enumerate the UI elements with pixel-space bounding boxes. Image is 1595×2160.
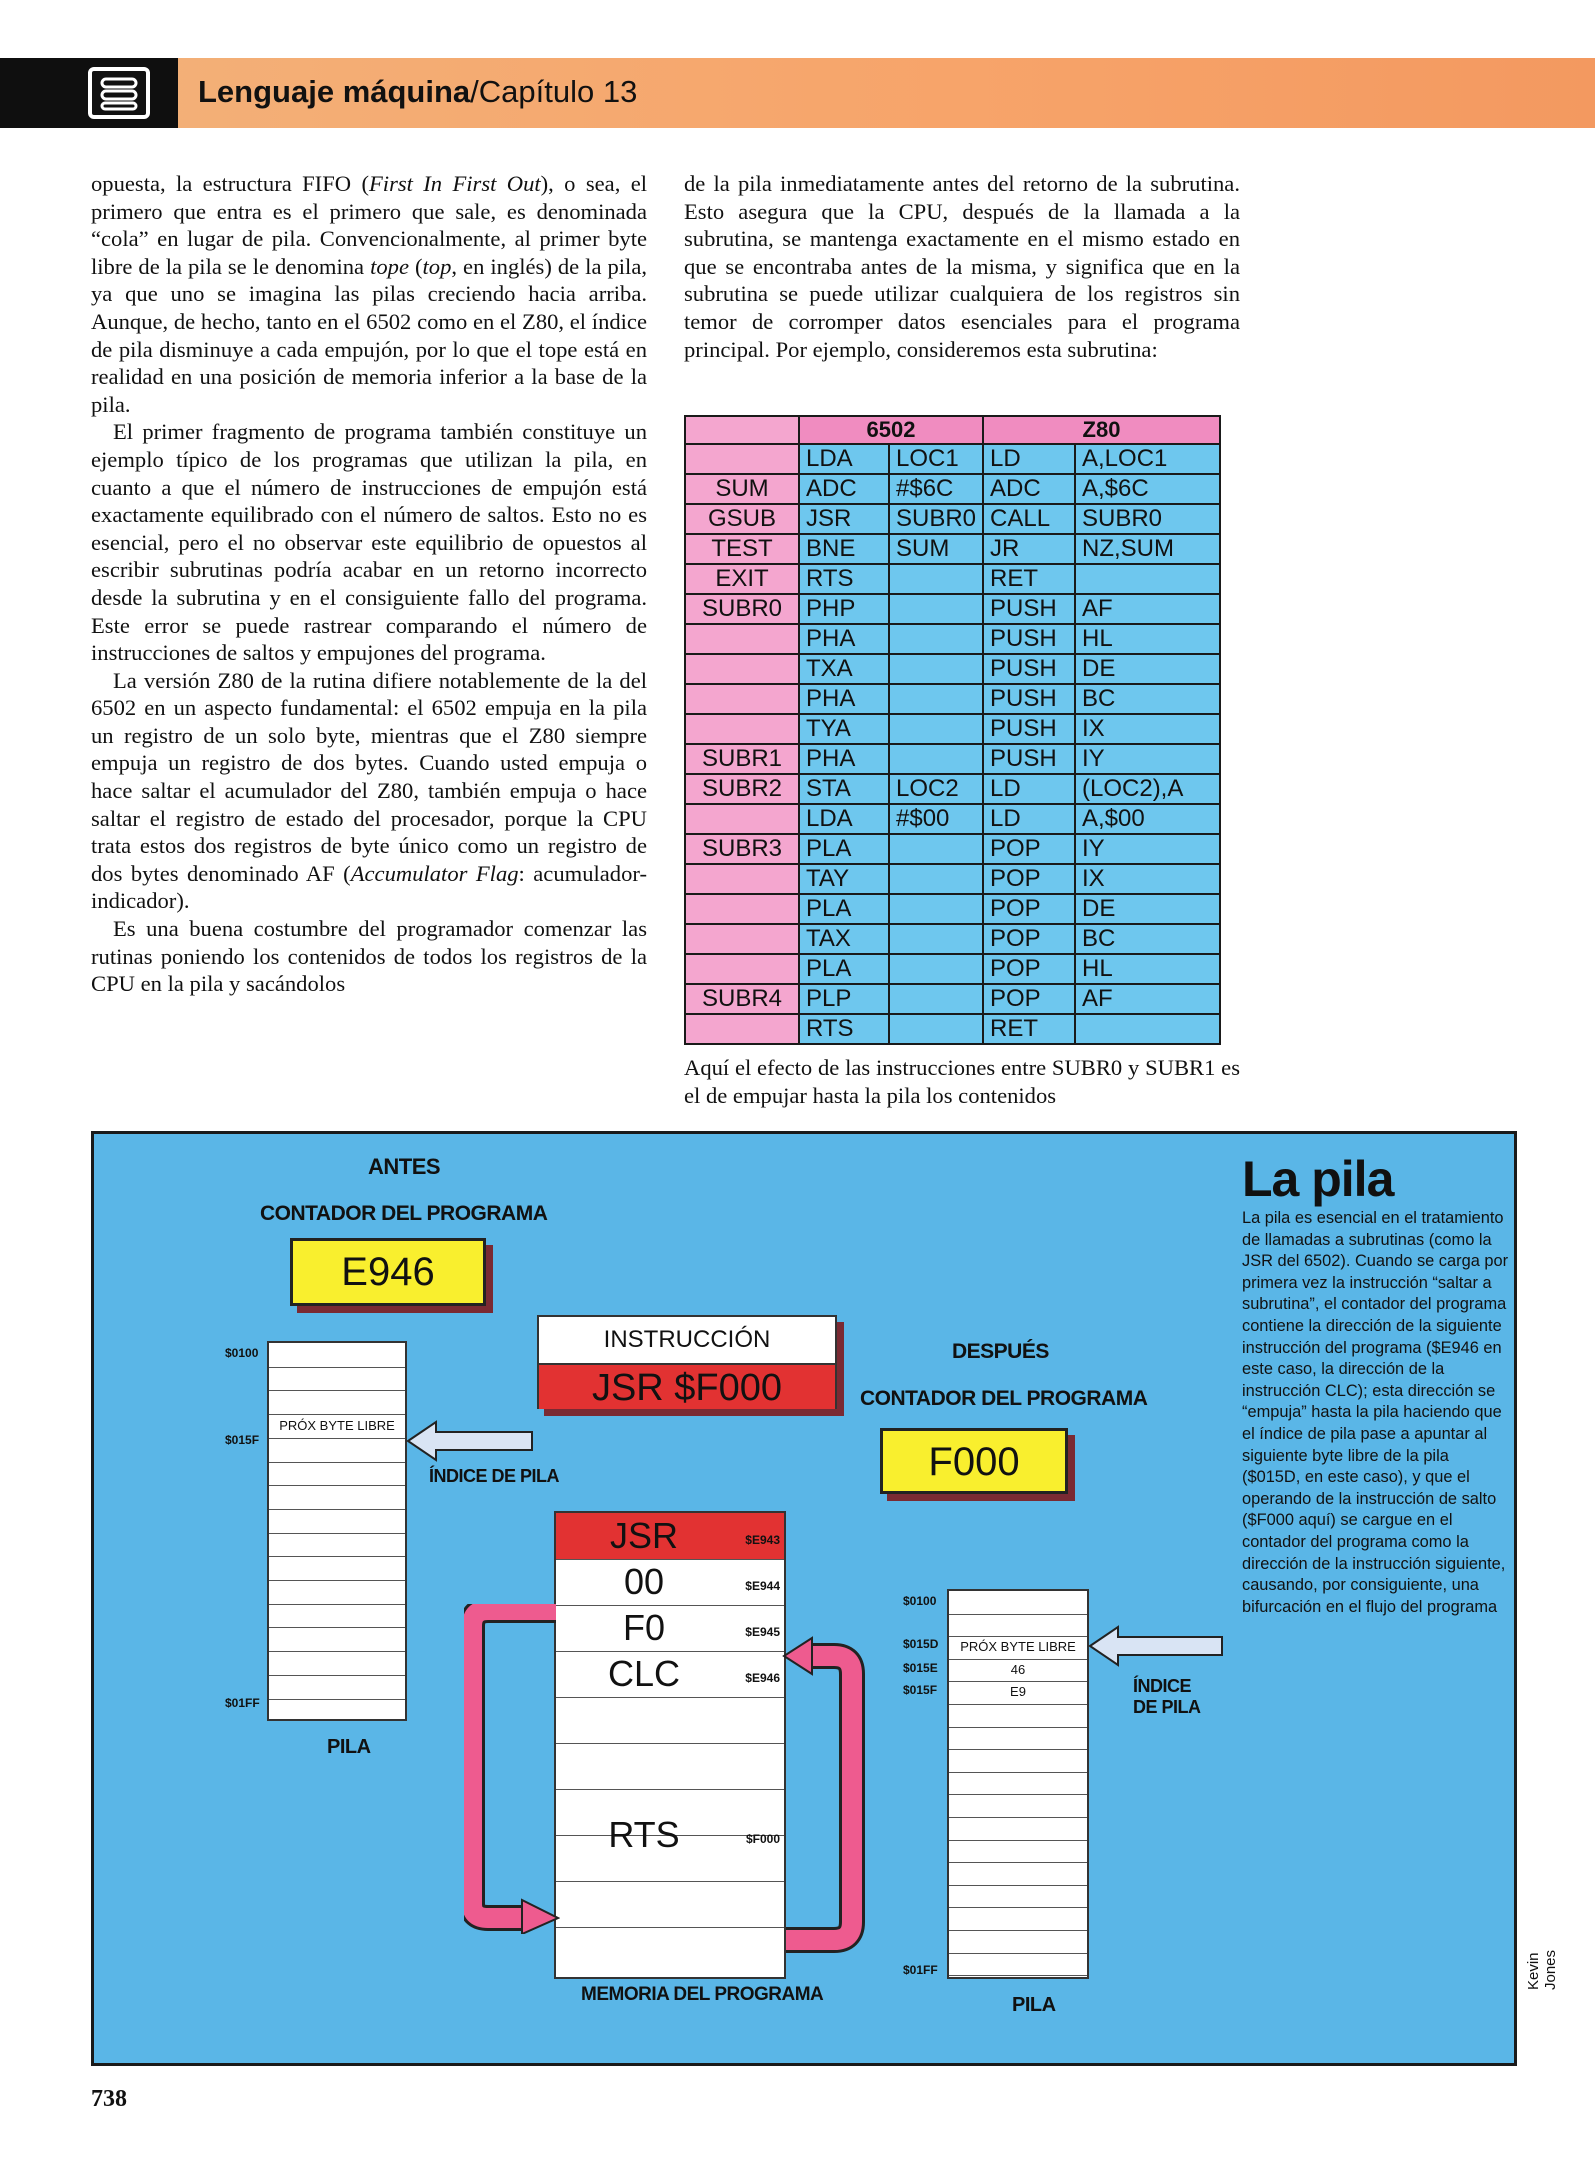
code-row [685, 624, 1220, 654]
stack-cell [949, 1907, 1087, 1930]
code-6502-arg [889, 594, 983, 624]
code-6502-op: TYA [799, 714, 889, 744]
memory-byte: F0 [622, 1607, 665, 1648]
chapter-title: Lenguaje máquina/Capítulo 13 [198, 74, 638, 109]
code-label [685, 894, 799, 924]
memory-address: $E945 [745, 1625, 780, 1639]
paragraph: El primer fragmento de programa también constituye un ejemplo típico de los programas que utilizan la pila, en cuanto a que el número de instrucciones de empujón está exactamente equilibrado con el número de saltos. Esto no es esencial, pero el no observar este equilibrio de opuestos al escribir subrutinas podría acabar en un retorno incorrecto desde la subrutina y en el consiguiente fallo del programa. Este error se puede rastrear comparando el número de instrucciones de saltos y empujones del programa. [91, 419, 647, 666]
code-row [685, 534, 1220, 564]
stack-cell [269, 1367, 405, 1391]
stack-cell [269, 1627, 405, 1651]
code-z80-arg: A,LOC1 [1075, 444, 1220, 474]
code-z80-op: POP [983, 924, 1075, 954]
stack-cell [269, 1675, 405, 1699]
stack-cell-value: 46 [949, 1659, 1087, 1682]
code-label [685, 1014, 799, 1044]
code-6502-op: PLA [799, 894, 889, 924]
code-label [685, 864, 799, 894]
code-row [685, 864, 1220, 894]
code-row [685, 684, 1220, 714]
stack-index-label-after-1: ÍNDICE [1133, 1676, 1192, 1696]
code-6502-arg [889, 924, 983, 954]
stack-index-label-before: ÍNDICE DE PILA [429, 1466, 560, 1486]
code-6502-op: JSR [799, 504, 889, 534]
code-z80-arg: DE [1075, 654, 1220, 684]
code-z80-op: LD [983, 774, 1075, 804]
series-logo-icon [88, 67, 150, 119]
code-z80-arg: IX [1075, 864, 1220, 894]
memory-byte: CLC [607, 1653, 681, 1694]
stack-before-top-addr: $0100 [225, 1346, 259, 1360]
stack-cell [269, 1438, 405, 1462]
code-label: SUBR3 [685, 834, 799, 864]
code-6502-op: PHA [799, 744, 889, 774]
stack-diagram [91, 1131, 1517, 2066]
stack-cell [949, 1817, 1087, 1840]
code-6502-arg [889, 714, 983, 744]
code-6502-arg [889, 684, 983, 714]
code-row [685, 804, 1220, 834]
code-6502-op: STA [799, 774, 889, 804]
after-label: DESPUÉS [952, 1340, 1049, 1363]
paragraph: La versión Z80 de la rutina difiere notablemente de la del 6502 en un aspecto fundamental: el 6502 empuja en la pila un registro de un solo byte, mientras que el Z80 siempre empuja un registro de dos bytes. Cuando usted empuja o hace saltar el acumulador del Z80, también empuja o hace saltar el registro de estado del procesador, porque la CPU trata estos dos registros de byte único como un registro de dos bytes denominado AF (Accumulator Flag: acumulador-indicador). [91, 667, 647, 914]
code-6502-op: RTS [799, 1014, 889, 1044]
stack-cell [949, 1749, 1087, 1772]
code-z80-arg: BC [1075, 924, 1220, 954]
code-label: EXIT [685, 564, 799, 594]
code-row [685, 1014, 1220, 1044]
code-z80-arg: IY [1075, 744, 1220, 774]
stack-cell [949, 1772, 1087, 1795]
code-row [685, 594, 1220, 624]
stack-cell [269, 1580, 405, 1604]
code-z80-arg: HL [1075, 954, 1220, 984]
code-6502-op: PLP [799, 984, 889, 1014]
stack-before-label: PILA [327, 1736, 371, 1758]
code-z80-op: RET [983, 1014, 1075, 1044]
code-z80-arg: A,$00 [1075, 804, 1220, 834]
code-label: SUBR0 [685, 594, 799, 624]
code-z80-op: JR [983, 534, 1075, 564]
stack-cell [949, 1614, 1087, 1637]
code-z80-op: CALL [983, 504, 1075, 534]
code-table-body [685, 444, 1220, 1044]
stack-cell [949, 1840, 1087, 1863]
code-6502-arg: #$6C [889, 474, 983, 504]
pc-after-box: F000 [880, 1428, 1068, 1494]
code-z80-op: POP [983, 864, 1075, 894]
code-6502-op: BNE [799, 534, 889, 564]
code-row [685, 924, 1220, 954]
code-row [685, 474, 1220, 504]
header-blank [685, 416, 799, 444]
code-6502-arg [889, 984, 983, 1014]
stack-cell-free: PRÓX BYTE LIBRE [949, 1636, 1087, 1659]
code-6502-arg [889, 654, 983, 684]
stack-after-e-addr: $015E [903, 1661, 938, 1675]
code-row [685, 774, 1220, 804]
code-z80-arg: IY [1075, 834, 1220, 864]
code-6502-op: LDA [799, 444, 889, 474]
code-6502-op: TXA [799, 654, 889, 684]
code-z80-arg: IX [1075, 714, 1220, 744]
code-row [685, 714, 1220, 744]
code-label: TEST [685, 534, 799, 564]
instruction-value: JSR $F000 [539, 1363, 835, 1409]
return-arrow-right [782, 1634, 872, 1964]
stack-cell [269, 1604, 405, 1628]
stack-before-bottom-addr: $01FF [225, 1696, 260, 1710]
code-6502-arg: SUBR0 [889, 504, 983, 534]
code-6502-arg: LOC2 [889, 774, 983, 804]
program-memory [554, 1511, 786, 1979]
code-6502-op: TAX [799, 924, 889, 954]
stack-cell [269, 1651, 405, 1675]
code-z80-arg: SUBR0 [1075, 504, 1220, 534]
code-z80-op: POP [983, 954, 1075, 984]
before-label: ANTES [368, 1154, 441, 1179]
text-column-right-continued [684, 1054, 1240, 1109]
memory-address: $E943 [745, 1533, 780, 1547]
stack-before [267, 1341, 407, 1721]
caption-text: La pila es esencial en el tratamiento de llamadas a subrutinas (como la JSR del 6502). Cuando se carga por primera vez la instrucción “saltar a subrutina”, el contador del programa contiene la dirección de la siguiente instrucción del programa ($E946 en este caso, la dirección de la instrucción CLC); esta dirección se “empuja” hasta la pila haciendo que el índice de pila pase a apuntar al siguiente byte libre de la pila ($015D, en este caso), y que el operando de la instrucción de salto ($F000 aquí) se cargue en el contador del programa como la dirección de la instrucción siguiente, causando, por consiguiente, una bifurcación en el flujo del programa [1242, 1209, 1509, 1616]
code-label: SUBR2 [685, 774, 799, 804]
code-z80-arg: BC [1075, 684, 1220, 714]
code-z80-op: LD [983, 444, 1075, 474]
code-z80-op: PUSH [983, 684, 1075, 714]
stack-cell [949, 1704, 1087, 1727]
stack-cell [269, 1509, 405, 1533]
code-6502-arg [889, 954, 983, 984]
code-6502-op: PHA [799, 684, 889, 714]
stack-cell [269, 1533, 405, 1557]
code-6502-arg [889, 744, 983, 774]
code-z80-op: PUSH [983, 654, 1075, 684]
code-label [685, 954, 799, 984]
code-6502-arg [889, 1014, 983, 1044]
code-z80-op: ADC [983, 474, 1075, 504]
stack-cell [949, 1794, 1087, 1817]
code-row [685, 894, 1220, 924]
code-6502-op: PHA [799, 624, 889, 654]
code-label [685, 624, 799, 654]
code-z80-op: PUSH [983, 744, 1075, 774]
stack-after-top-addr: $0100 [903, 1594, 937, 1608]
code-z80-op: RET [983, 564, 1075, 594]
instruction-box [537, 1315, 837, 1409]
stack-cell [269, 1699, 405, 1723]
code-z80-arg [1075, 1014, 1220, 1044]
stack-cell [949, 1727, 1087, 1750]
code-z80-arg: AF [1075, 984, 1220, 1014]
memory-row [556, 1697, 784, 1743]
memory-row [556, 1743, 784, 1789]
stack-after [947, 1589, 1089, 1979]
code-z80-arg: DE [1075, 894, 1220, 924]
code-row [685, 444, 1220, 474]
header-6502: 6502 [799, 416, 983, 444]
stack-cell [269, 1390, 405, 1414]
stack-after-bottom-addr: $01FF [903, 1963, 938, 1977]
code-6502-arg [889, 834, 983, 864]
caption-title: La pila [1242, 1151, 1394, 1207]
code-6502-arg: #$00 [889, 804, 983, 834]
page-number: 738 [91, 2086, 127, 2112]
pc-label-before: CONTADOR DEL PROGRAMA [260, 1202, 548, 1225]
code-z80-arg: AF [1075, 594, 1220, 624]
code-z80-arg: A,$6C [1075, 474, 1220, 504]
code-label [685, 444, 799, 474]
stack-index-label-after-2: DE PILA [1133, 1697, 1201, 1717]
code-z80-op: PUSH [983, 624, 1075, 654]
memory-byte-rts: RTS [608, 1814, 680, 1855]
code-row [685, 744, 1220, 774]
header-z80: Z80 [983, 416, 1220, 444]
code-6502-arg [889, 864, 983, 894]
program-memory-label: MEMORIA DEL PROGRAMA [581, 1984, 824, 2005]
stack-cell [269, 1462, 405, 1486]
code-6502-op: LDA [799, 804, 889, 834]
paragraph: opuesta, la estructura FIFO (First In First Out), o sea, el primero que entra es el primero que sale, es denominada “cola” en lugar de pila. Convencionalmente, al primer byte libre de la pila se le denomina tope (top, en inglés) de la pila, ya que uno se imagina las pilas creciendo hacia arriba. Aunque, de hecho, tanto en el 6502 como en el Z80, el índice de pila disminuye a cada empujón, por lo que el tope está en realidad en una posición de memoria inferior a la base de la pila. [91, 171, 648, 417]
code-6502-op: PLA [799, 954, 889, 984]
code-label: SUBR4 [685, 984, 799, 1014]
stack-after-f-addr: $015F [903, 1683, 938, 1697]
pc-before-box: E946 [290, 1238, 486, 1306]
stack-after-ptr-addr: $015D [903, 1637, 939, 1651]
code-6502-arg [889, 564, 983, 594]
text-column-left [91, 170, 647, 998]
stack-cell-free: PRÓX BYTE LIBRE [269, 1414, 405, 1438]
memory-address: $F000 [745, 1832, 780, 1846]
code-6502-arg [889, 624, 983, 654]
code-row [685, 834, 1220, 864]
stack-cell [269, 1485, 405, 1509]
memory-address: $E944 [745, 1579, 780, 1593]
memory-byte: 00 [623, 1561, 665, 1602]
memory-row [556, 1927, 784, 1973]
code-z80-op: POP [983, 834, 1075, 864]
stack-cell [949, 1953, 1087, 1976]
stack-cell [949, 1930, 1087, 1953]
code-z80-op: LD [983, 804, 1075, 834]
paragraph: Es una buena costumbre del programador comenzar las rutinas poniendo los contenidos de todos los registros de la CPU en la pila y sacándolos [91, 916, 647, 997]
code-label [685, 924, 799, 954]
code-z80-op: PUSH [983, 594, 1075, 624]
code-label: GSUB [685, 504, 799, 534]
text-column-right [684, 170, 1240, 363]
code-table [684, 415, 1221, 1045]
code-z80-op: POP [983, 984, 1075, 1014]
code-label: SUBR1 [685, 744, 799, 774]
code-z80-arg: (LOC2),A [1075, 774, 1220, 804]
paragraph: de la pila inmediatamente antes del retorno de la subrutina. Esto asegura que la CPU, después de la llamada a la subrutina, se mantenga exactamente en el mismo estado en que se encontraba antes de la misma, y significa que en la subrutina se puede utilizar cualquiera de los registros sin temor de corromper datos esenciales para el programa principal. Por ejemplo, consideremos esta subrutina: [684, 171, 1240, 362]
jump-arrow-left [464, 1604, 560, 1934]
code-z80-arg [1075, 564, 1220, 594]
stack-pointer-arrow-before [406, 1418, 534, 1464]
code-6502-op: RTS [799, 564, 889, 594]
code-table-header [685, 416, 1220, 444]
code-label [685, 684, 799, 714]
paragraph: Aquí el efecto de las instrucciones entre SUBR0 y SUBR1 es el de empujar hasta la pila los contenidos [684, 1055, 1240, 1108]
code-6502-arg: SUM [889, 534, 983, 564]
code-z80-op: POP [983, 894, 1075, 924]
memory-row [556, 1881, 784, 1927]
code-6502-op: ADC [799, 474, 889, 504]
code-label [685, 804, 799, 834]
stack-pointer-arrow-after [1088, 1623, 1224, 1669]
code-z80-arg: HL [1075, 624, 1220, 654]
code-6502-arg [889, 894, 983, 924]
memory-address: $E946 [745, 1671, 780, 1685]
instruction-label: INSTRUCCIÓN [539, 1317, 835, 1363]
code-6502-arg: LOC1 [889, 444, 983, 474]
memory-byte: JSR [609, 1515, 678, 1556]
stack-after-label: PILA [1012, 1994, 1056, 2016]
pc-label-after: CONTADOR DEL PROGRAMA [860, 1387, 1148, 1410]
code-row [685, 564, 1220, 594]
code-label [685, 654, 799, 684]
illustrator-credit: Kevin Jones [1525, 1949, 1559, 1990]
code-z80-arg: NZ,SUM [1075, 534, 1220, 564]
code-6502-op: PHP [799, 594, 889, 624]
code-label [685, 714, 799, 744]
stack-cell [269, 1556, 405, 1580]
code-row [685, 654, 1220, 684]
stack-cell [949, 1862, 1087, 1885]
code-label: SUM [685, 474, 799, 504]
stack-cell-value: E9 [949, 1681, 1087, 1704]
code-row [685, 984, 1220, 1014]
code-row [685, 504, 1220, 534]
code-6502-op: TAY [799, 864, 889, 894]
code-z80-op: PUSH [983, 714, 1075, 744]
stack-cell [949, 1885, 1087, 1908]
code-6502-op: PLA [799, 834, 889, 864]
stack-before-ptr-addr: $015F [225, 1433, 260, 1447]
code-row [685, 954, 1220, 984]
